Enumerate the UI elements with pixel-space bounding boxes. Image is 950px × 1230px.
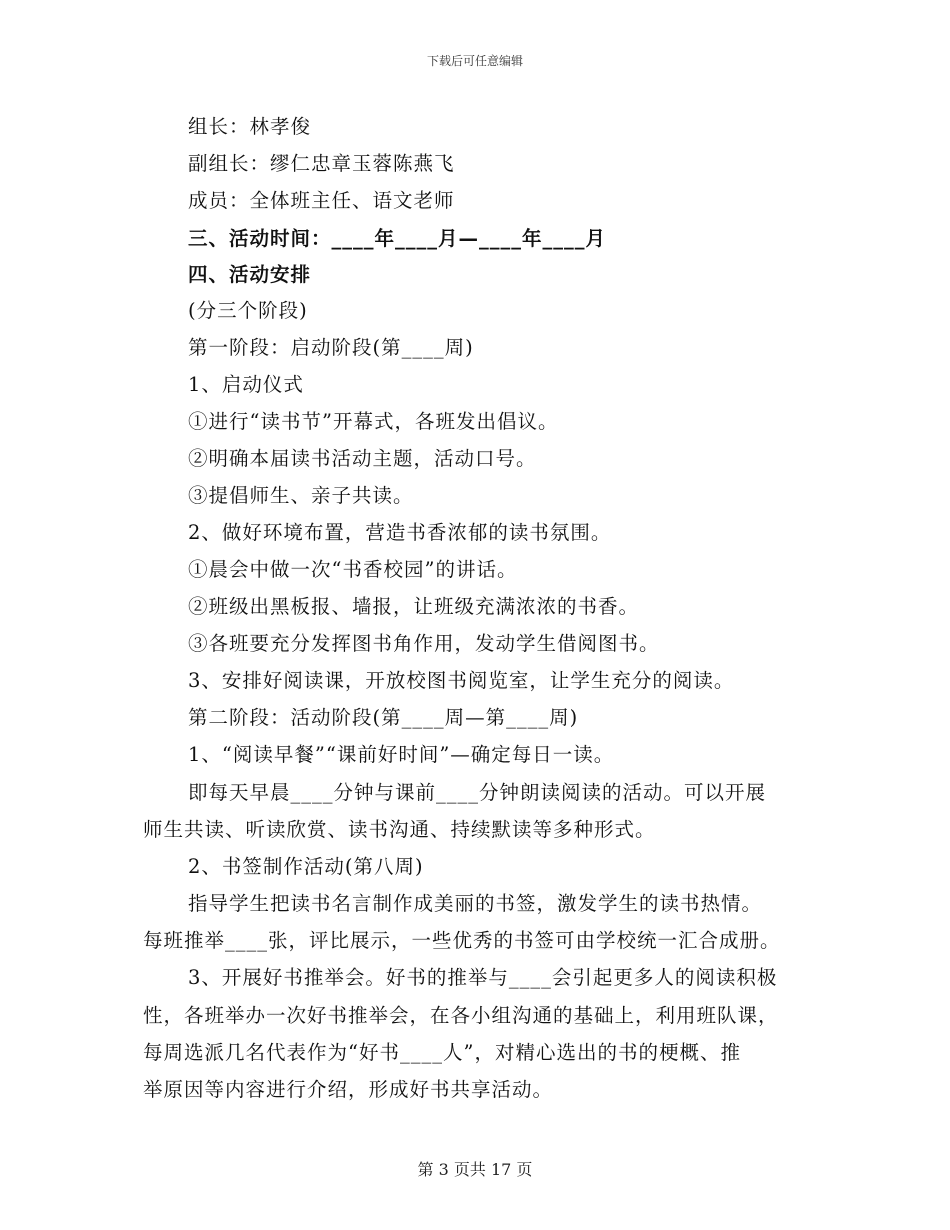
stages-note: (分三个阶段) <box>188 299 308 322</box>
paragraph-line: 性，各班举办一次好书推举会，在各小组沟通的基础上，利用班队课， <box>143 1004 779 1027</box>
sub-item: ③提倡师生、亲子共读。 <box>188 484 414 507</box>
sub-item: ②明确本届读书活动主题，活动口号。 <box>188 447 537 470</box>
item-environment: 2、做好环境布置，营造书香浓郁的读书氛围。 <box>188 521 612 544</box>
deputy-leader-line: 副组长：缪仁忠章玉蓉陈燕飞 <box>188 152 455 175</box>
paragraph-line: 举原因等内容进行介绍，形成好书共享活动。 <box>143 1078 554 1101</box>
paragraph-line: 每周选派几名代表作为“好书____人”，对精心选出的书的梗概、推 <box>143 1041 741 1064</box>
paragraph-line: 师生共读、听读欣赏、读书沟通、持续默读等多种形式。 <box>143 818 656 841</box>
paragraph-line: 每班推举____张，评比展示，一些优秀的书签可由学校统一汇合成册。 <box>143 929 781 952</box>
sub-item: ③各班要充分发挥图书角作用，发动学生借阅图书。 <box>188 632 660 655</box>
item-daily-reading: 1、“阅读早餐”“课前好时间”—确定每日一读。 <box>188 743 615 766</box>
page-header: 下载后可任意编辑 <box>426 54 523 68</box>
sub-item: ①进行“读书节”开幕式，各班发出倡议。 <box>188 410 559 433</box>
page-footer: 第 3 页共 17 页 <box>417 1160 533 1179</box>
item-reading-class: 3、安排好阅读课，开放校图书阅览室，让学生充分的阅读。 <box>188 669 735 692</box>
item-book-recommendation: 3、开展好书推举会。好书的推举与____会引起更多人的阅读积极 <box>188 966 778 989</box>
stage-two-heading: 第二阶段：活动阶段(第____周—第____周) <box>188 706 579 729</box>
item-bookmark: 2、书签制作活动(第八周) <box>188 855 424 878</box>
paragraph-line: 指导学生把读书名言制作成美丽的书签，激发学生的读书热情。 <box>188 892 763 915</box>
section-heading-arrangement: 四、活动安排 <box>188 263 312 286</box>
members-line: 成员：全体班主任、语文老师 <box>188 189 455 212</box>
section-heading-time: 三、活动时间：____年____月—____年____月 <box>188 227 607 250</box>
team-leader-line: 组长：林孝俊 <box>188 115 312 138</box>
sub-item: ②班级出黑板报、墙报，让班级充满浓浓的书香。 <box>188 595 640 618</box>
stage-one-heading: 第一阶段：启动阶段(第____周) <box>188 336 474 359</box>
item-launch-ceremony: 1、启动仪式 <box>188 373 304 396</box>
paragraph-line: 即每天早晨____分钟与课前____分钟朗读阅读的活动。可以开展 <box>188 781 767 804</box>
sub-item: ①晨会中做一次“书香校园”的讲话。 <box>188 558 518 581</box>
